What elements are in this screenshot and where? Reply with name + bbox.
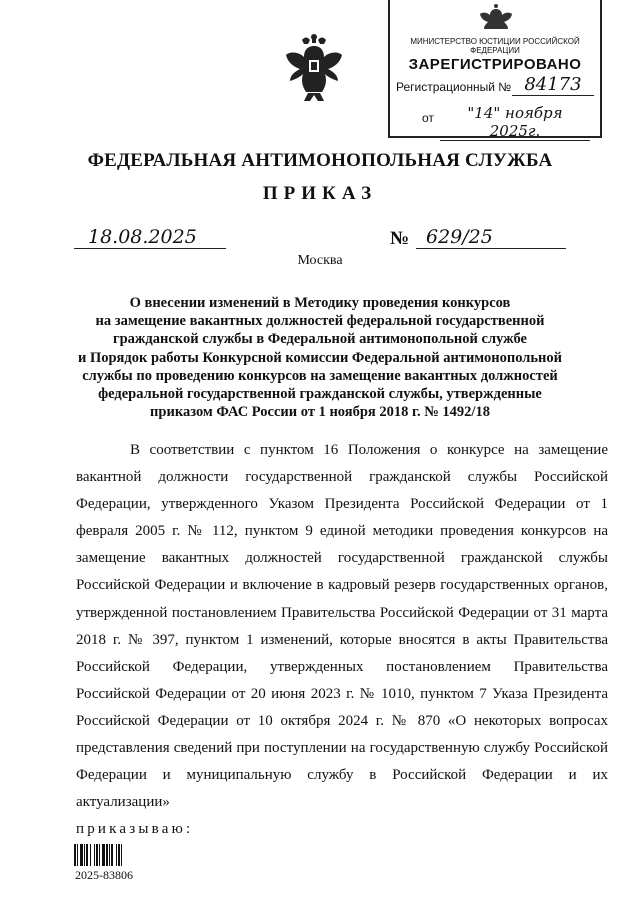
barcode-number: 2025-83806: [75, 868, 133, 882]
barcode: [74, 844, 140, 866]
city-name: Москва: [297, 253, 343, 268]
stamp-emblem-icon: [480, 2, 512, 32]
directive-text: приказываю:: [76, 821, 194, 838]
order-title: [60, 294, 580, 421]
stamp-registered-text: ЗАРЕГИСТРИРОВАНО: [408, 56, 582, 73]
stamp-ministry-text: МИНИСТЕРСТВО ЮСТИЦИИ РОССИЙСКОЙ ФЕДЕРАЦИИ: [410, 37, 580, 55]
title-line: гражданской службы в Федеральной антимонопольной службе: [113, 331, 527, 348]
title-line: приказом ФАС России от 1 ноября 2018 г. № 1492/18: [150, 404, 490, 421]
coat-of-arms-emblem: [282, 30, 346, 106]
title-line: службы по проведению конкурсов на замещение вакантных должностей: [82, 367, 558, 384]
number-sign: №: [390, 228, 410, 249]
registration-stamp: [388, 0, 602, 138]
order-date: 18.08.2025: [74, 226, 226, 249]
order-number: 629/25: [416, 226, 566, 249]
stamp-date-value: "14" ноября 2025г.: [440, 104, 590, 141]
document-type: ПРИКАЗ: [262, 183, 378, 204]
body-paragraph: В соответствии с пунктом 16 Положения о конкурсе на замещение вакантной должности государственной гражданской службы Российской Федерации, утвержденного Указом Президента Российской Федерации от 1 февраля 2005 г. № 112, пунктом 9 единой методики проведения конкурсов на замещение вакантных должностей государственной гражданской службы Российской Федерации и включение в кадровый резерв государственных органов, утвержденной постановлением Правительства Российской Федерации от 31 марта 2018 г. № 397, пунктом 1 изменений, которые вносятся в акты Правительства Российской Федерации, утвержденных постановлением Правительства Российской Федерации от 20 июня 2023 г. № 1010, пунктом 7 Указа Президента Российской Федерации от 10 октября 2024 г. № 870 «О некоторых вопросах представления сведений при поступлении на государственную службу Российской Федерации и муниципальную службу в Российской Федерации и их актуализации»: [76, 442, 608, 811]
title-line: О внесении изменений в Методику проведения конкурсов: [129, 295, 511, 311]
title-line: на замещение вакантных должностей федеральной государственной: [95, 313, 545, 330]
stamp-date-prefix: от: [422, 111, 434, 125]
order-body: [76, 437, 608, 843]
agency-name: ФЕДЕРАЛЬНАЯ АНТИМОНОПОЛЬНАЯ СЛУЖБА: [87, 150, 553, 171]
title-line: федеральной государственной гражданской службы, утвержденные: [98, 386, 542, 403]
title-line: и Порядок работы Конкурсной комиссии Федеральной антимонопольной: [77, 349, 563, 366]
stamp-reg-label: Регистрационный №: [396, 80, 512, 94]
stamp-reg-number: 84173: [512, 74, 594, 96]
